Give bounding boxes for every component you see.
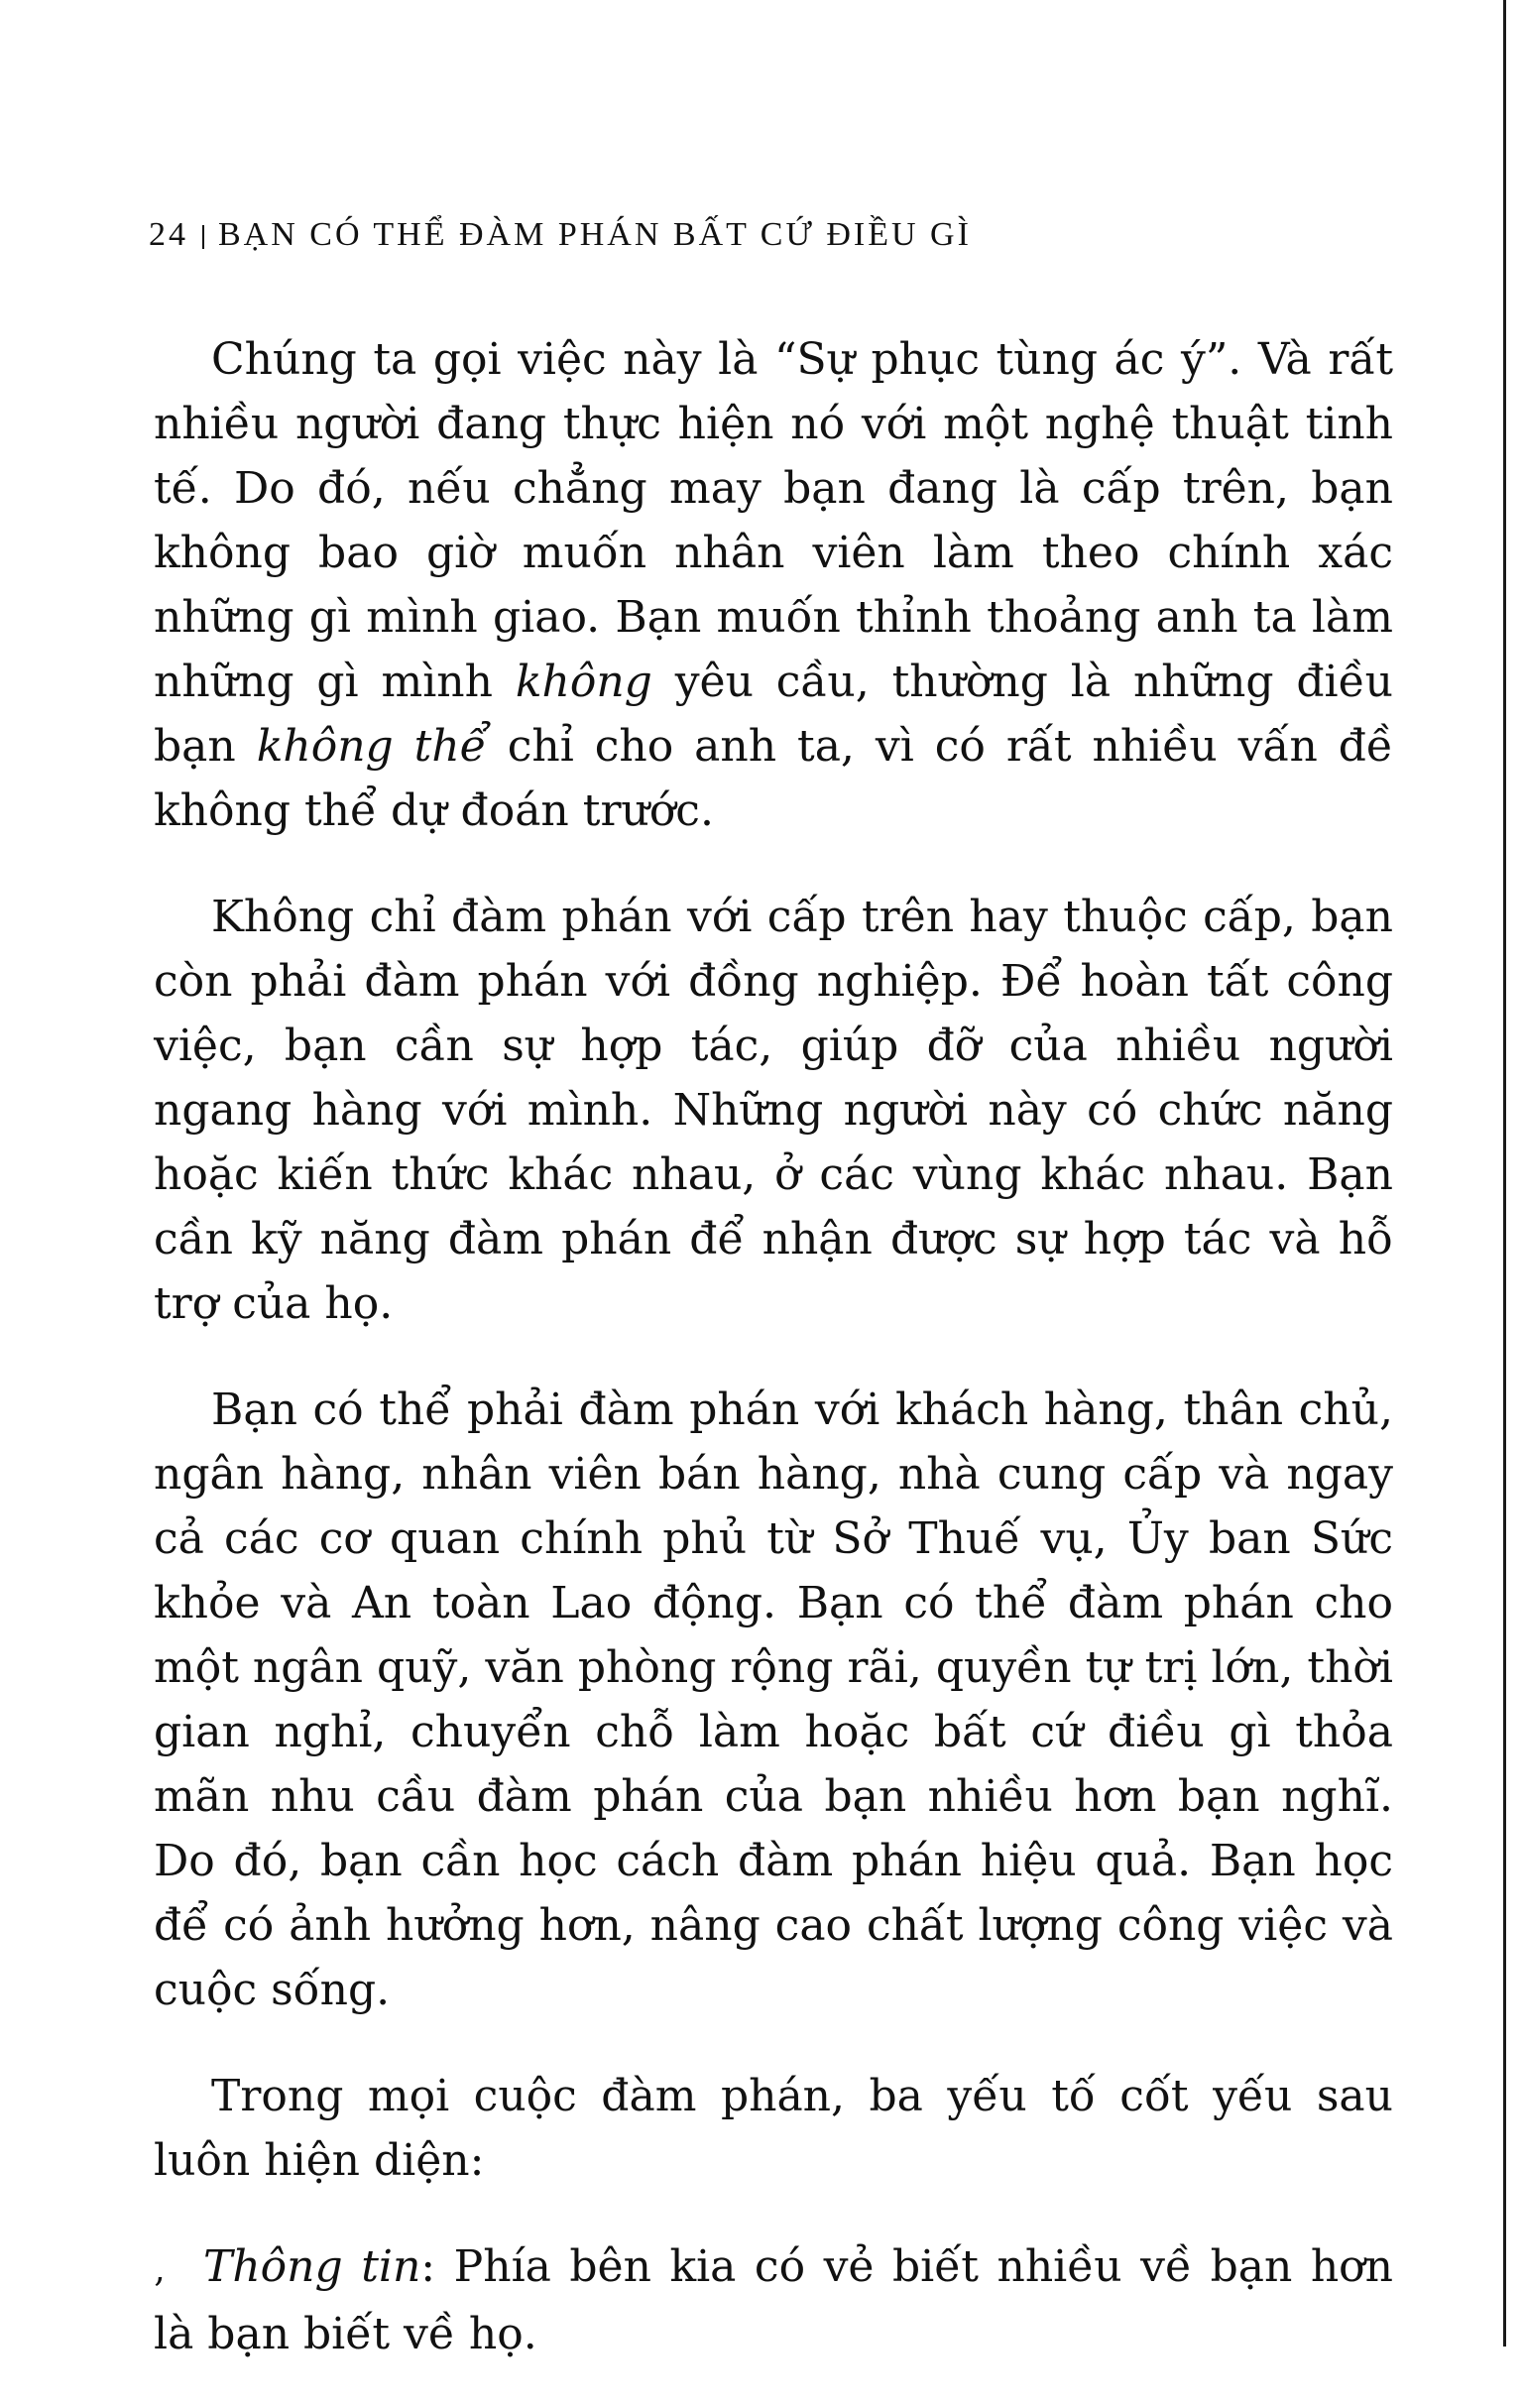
bullet-mark: ‚ bbox=[154, 2249, 166, 2290]
page-edge-rule bbox=[1503, 0, 1506, 2347]
paragraph bbox=[154, 2064, 1393, 2193]
bullet-item bbox=[154, 2234, 1393, 2366]
emphasis-text: không thể bbox=[256, 721, 487, 772]
paragraph-text: Không chỉ đàm phán với cấp trên hay thuộc cấp, bạn còn phải đàm phán với đồng nghiệp. Để hoàn tất công việc, bạn cần sự hợp tác, giúp đỡ của nhiều người ngang hàng với mình. Những người này có chức năng hoặc kiến thức khác nhau, ở các vùng khác nhau. Bạn cần kỹ năng đàm phán để nhận được sự hợp tác và hỗ trợ của họ. bbox=[154, 892, 1393, 1329]
running-title: BẠN CÓ THỂ ĐÀM PHÁN BẤT CỨ ĐIỀU GÌ bbox=[218, 216, 972, 253]
body-text bbox=[154, 327, 1393, 2408]
paragraph-text: Chúng ta gọi việc này là “Sự phục tùng ác ý”. Và rất nhiều người đang thực hiện nó với một nghệ thuật tinh tế. Do đó, nếu chẳng may bạn đang là cấp trên, bạn không bao giờ muốn nhân viên làm theo chính xác những gì mình giao. Bạn muốn thỉnh thoảng anh ta làm những gì mình bbox=[154, 334, 1393, 707]
emphasis-text: không bbox=[515, 657, 652, 707]
paragraph bbox=[154, 1378, 1393, 2022]
header-separator bbox=[202, 225, 204, 249]
running-header bbox=[149, 216, 972, 254]
bullet-text: : Phía bên kia có vẻ biết nhiều về bạn hơn là bạn biết về họ. bbox=[154, 2241, 1394, 2359]
paragraph-text: yêu cầu, thường là những điều bạn bbox=[154, 657, 1394, 772]
paragraph-text: Trong mọi cuộc đàm phán, ba yếu tố cốt yếu sau luôn hiện diện: bbox=[154, 2071, 1393, 2186]
page-number: 24 bbox=[149, 216, 188, 253]
paragraph bbox=[154, 885, 1393, 1336]
paragraph bbox=[154, 327, 1393, 843]
bullet-term: Thông tin bbox=[203, 2241, 421, 2292]
paragraph-text: chỉ cho anh ta, vì có rất nhiều vấn đề không thể dự đoán trước. bbox=[154, 721, 1393, 836]
paragraph-text: Bạn có thể phải đàm phán với khách hàng, thân chủ, ngân hàng, nhân viên bán hàng, nhà cung cấp và ngay cả các cơ quan chính phủ từ Sở Thuế vụ, Ủy ban Sức khỏe và An toàn Lao động. Bạn có thể đàm phán cho một ngân quỹ, văn phòng rộng rãi, quyền tự trị lớn, thời gian nghỉ, chuyển chỗ làm hoặc bất cứ điều gì thỏa mãn nhu cầu đàm phán của bạn nhiều hơn bạn nghĩ. Do đó, bạn cần học cách đàm phán hiệu quả. Bạn học để có ảnh hưởng hơn, nâng cao chất lượng công việc và cuộc sống. bbox=[154, 1385, 1393, 2015]
